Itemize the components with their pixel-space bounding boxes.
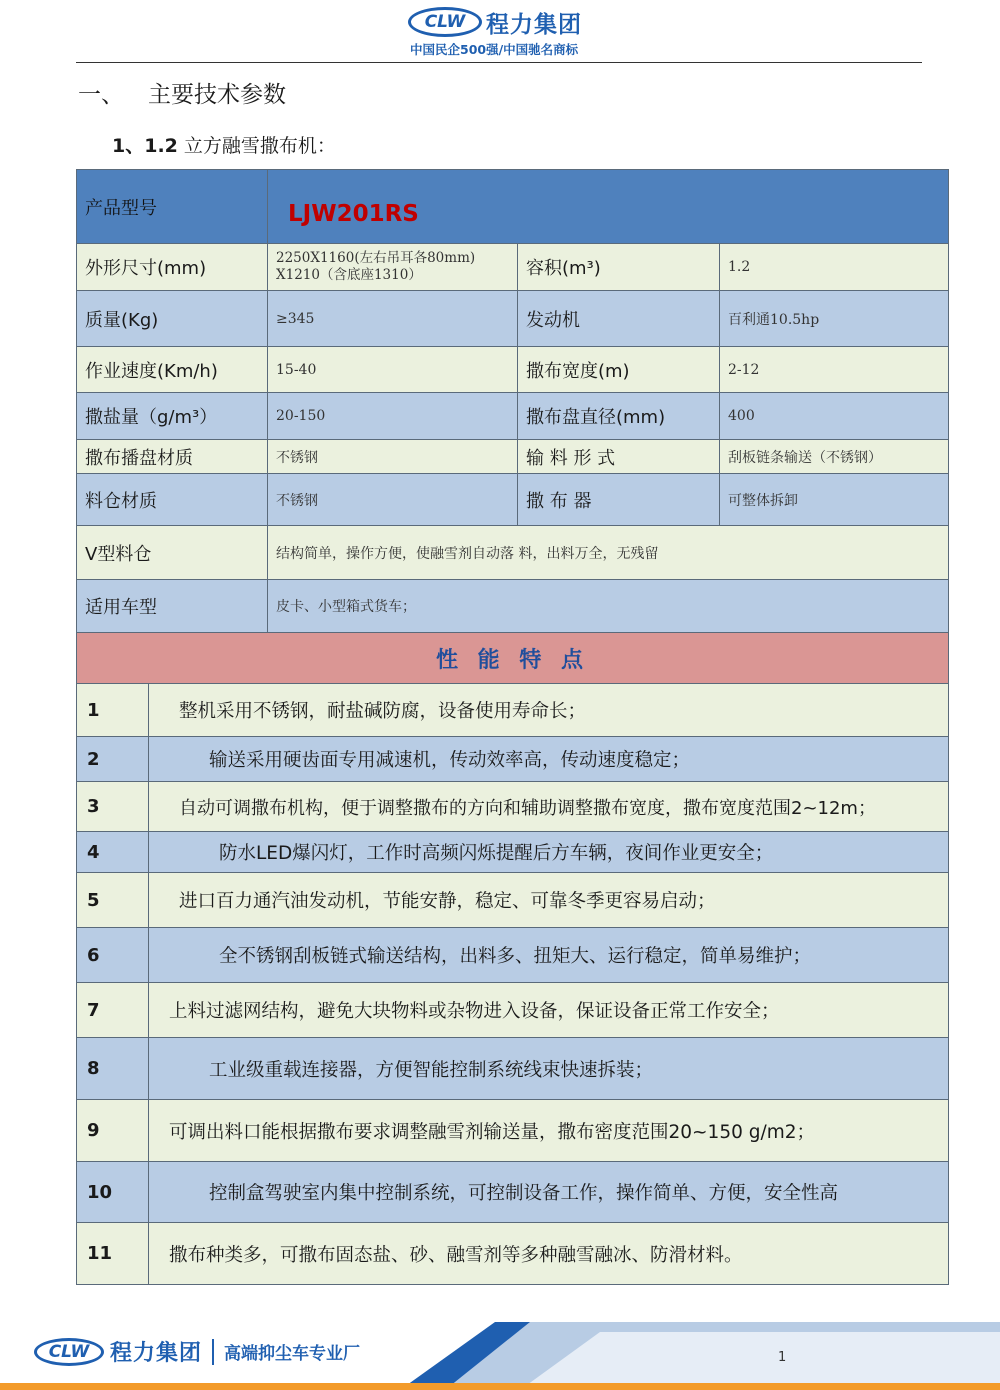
section-title-text: 主要技术参数: [148, 82, 286, 108]
feature-row: [77, 782, 949, 832]
feature-row: [77, 928, 949, 983]
feature-row: [77, 1162, 949, 1223]
feature-text: 整机采用不锈钢，耐盐碱防腐，设备使用寿命长；: [149, 684, 949, 737]
logo-text: CLW: [424, 12, 466, 32]
header-logo: [408, 6, 598, 38]
footer-separator: [212, 1339, 214, 1365]
spec-row: [77, 347, 949, 393]
spec-label: 发动机: [518, 291, 720, 347]
spec-label: 撒布播盘材质: [77, 440, 268, 474]
feature-row: [77, 1038, 949, 1100]
model-label: 产品型号: [77, 170, 268, 244]
section-title: [78, 76, 286, 109]
spec-label: 容积(m³): [518, 244, 720, 291]
spec-label: 撒布盘直径(mm): [518, 393, 720, 440]
feature-row: [77, 983, 949, 1038]
section-number: 一、: [78, 82, 124, 108]
feature-row: [77, 873, 949, 928]
feature-number: 9: [77, 1100, 149, 1162]
feature-text: 进口百力通汽油发动机，节能安静，稳定、可靠冬季更容易启动；: [149, 873, 949, 928]
footer-brand-name: 程力集团: [110, 1341, 203, 1366]
spec-label: 输 料 形 式: [518, 440, 720, 474]
feature-text: 全不锈钢刮板链式输送结构，出料多、扭矩大、运行稳定，简单易维护；: [149, 928, 949, 983]
feature-text: 工业级重载连接器，方便智能控制系统线束快速拆装；: [149, 1038, 949, 1100]
spec-value-line: 2250X1160(左右吊耳各80mm): [276, 250, 476, 266]
spec-label: 撒盐量（g/m³）: [77, 393, 268, 440]
clw-logo-icon: [34, 1338, 104, 1366]
performance-heading: 性 能 特 点: [77, 633, 949, 684]
v-hopper-label: V型料仓: [77, 526, 268, 580]
footer: [0, 1322, 1000, 1390]
feature-text: 防水LED爆闪灯，工作时高频闪烁提醒后方车辆，夜间作业更安全；: [149, 832, 949, 873]
feature-number: 2: [77, 737, 149, 782]
spec-row: [77, 244, 949, 291]
spec-row: [77, 474, 949, 526]
page-number: 1: [778, 1350, 787, 1365]
feature-row: [77, 684, 949, 737]
spec-value: 可整体拆卸: [720, 474, 949, 526]
feature-row: [77, 1100, 949, 1162]
feature-text: 自动可调撒布机构，便于调整撒布的方向和辅助调整撒布宽度，撒布宽度范围2~12m；: [149, 782, 949, 832]
subsection-title-text: 立方融雪撒布机：: [177, 135, 336, 157]
feature-number: 6: [77, 928, 149, 983]
feature-row: [77, 1223, 949, 1285]
header-slogan: 中国民企500强/中国驰名商标: [410, 42, 579, 57]
spec-value: 2-12: [720, 347, 949, 393]
spec-value: 刮板链条输送（不锈钢）: [720, 440, 949, 474]
feature-text: 上料过滤网结构，避免大块物料或杂物进入设备，保证设备正常工作安全；: [149, 983, 949, 1038]
footer-wave-graphic: [400, 1322, 1000, 1390]
spec-label: 撒 布 器: [518, 474, 720, 526]
feature-number: 4: [77, 832, 149, 873]
feature-number: 7: [77, 983, 149, 1038]
clw-logo-icon: [408, 7, 482, 37]
footer-orange-bar: [0, 1383, 1000, 1390]
performance-heading-row: [77, 633, 949, 684]
feature-text: 输送采用硬齿面专用减速机，传动效率高，传动速度稳定；: [149, 737, 949, 782]
v-hopper-value: 结构简单，操作方便，使融雪剂自动落 料，出料万全，无残留: [268, 526, 949, 580]
vehicle-value: 皮卡、小型箱式货车；: [268, 580, 949, 633]
spec-table: [76, 169, 949, 1285]
spec-row: [77, 393, 949, 440]
spec-value: 不锈钢: [268, 474, 518, 526]
spec-value-line: X1210（含底座1310）: [276, 267, 422, 283]
brand-name: 程力集团: [486, 11, 582, 38]
spec-value: 400: [720, 393, 949, 440]
spec-value: 不锈钢: [268, 440, 518, 474]
spec-label: 撒布宽度(m): [518, 347, 720, 393]
feature-text: 可调出料口能根据撒布要求调整融雪剂输送量，撒布密度范围20~150 g/m2；: [149, 1100, 949, 1162]
spec-row: [77, 440, 949, 474]
feature-text: 撒布种类多，可撒布固态盐、砂、融雪剂等多种融雪融冰、防滑材料。: [149, 1223, 949, 1285]
spec-value: 百利通10.5hp: [720, 291, 949, 347]
feature-text: 控制盒驾驶室内集中控制系统，可控制设备工作，操作简单、方便，安全性高: [149, 1162, 949, 1223]
feature-number: 1: [77, 684, 149, 737]
spec-value: [268, 244, 518, 291]
feature-row: [77, 832, 949, 873]
spec-label: 外形尺寸(mm): [77, 244, 268, 291]
feature-row: [77, 737, 949, 782]
header-divider: [76, 62, 922, 63]
model-row: [77, 170, 949, 244]
subsection-title: [112, 131, 336, 158]
spec-value: 1.2: [720, 244, 949, 291]
spec-value: 20-150: [268, 393, 518, 440]
spec-value: 15-40: [268, 347, 518, 393]
vehicle-label: 适用车型: [77, 580, 268, 633]
spec-label: 质量(Kg): [77, 291, 268, 347]
feature-number: 5: [77, 873, 149, 928]
feature-number: 10: [77, 1162, 149, 1223]
footer-tagline: 高端抑尘车专业厂: [224, 1344, 361, 1364]
spec-value: ≥345: [268, 291, 518, 347]
spec-label: 料仓材质: [77, 474, 268, 526]
spec-row: [77, 291, 949, 347]
feature-number: 11: [77, 1223, 149, 1285]
feature-number: 3: [77, 782, 149, 832]
logo-text: CLW: [48, 1341, 90, 1362]
vehicle-row: [77, 580, 949, 633]
feature-number: 8: [77, 1038, 149, 1100]
model-value: LJW201RS: [268, 170, 949, 244]
subsection-number: 1、1.2: [112, 135, 178, 157]
v-hopper-row: [77, 526, 949, 580]
footer-logo: [34, 1336, 360, 1367]
spec-label: 作业速度(Km/h): [77, 347, 268, 393]
